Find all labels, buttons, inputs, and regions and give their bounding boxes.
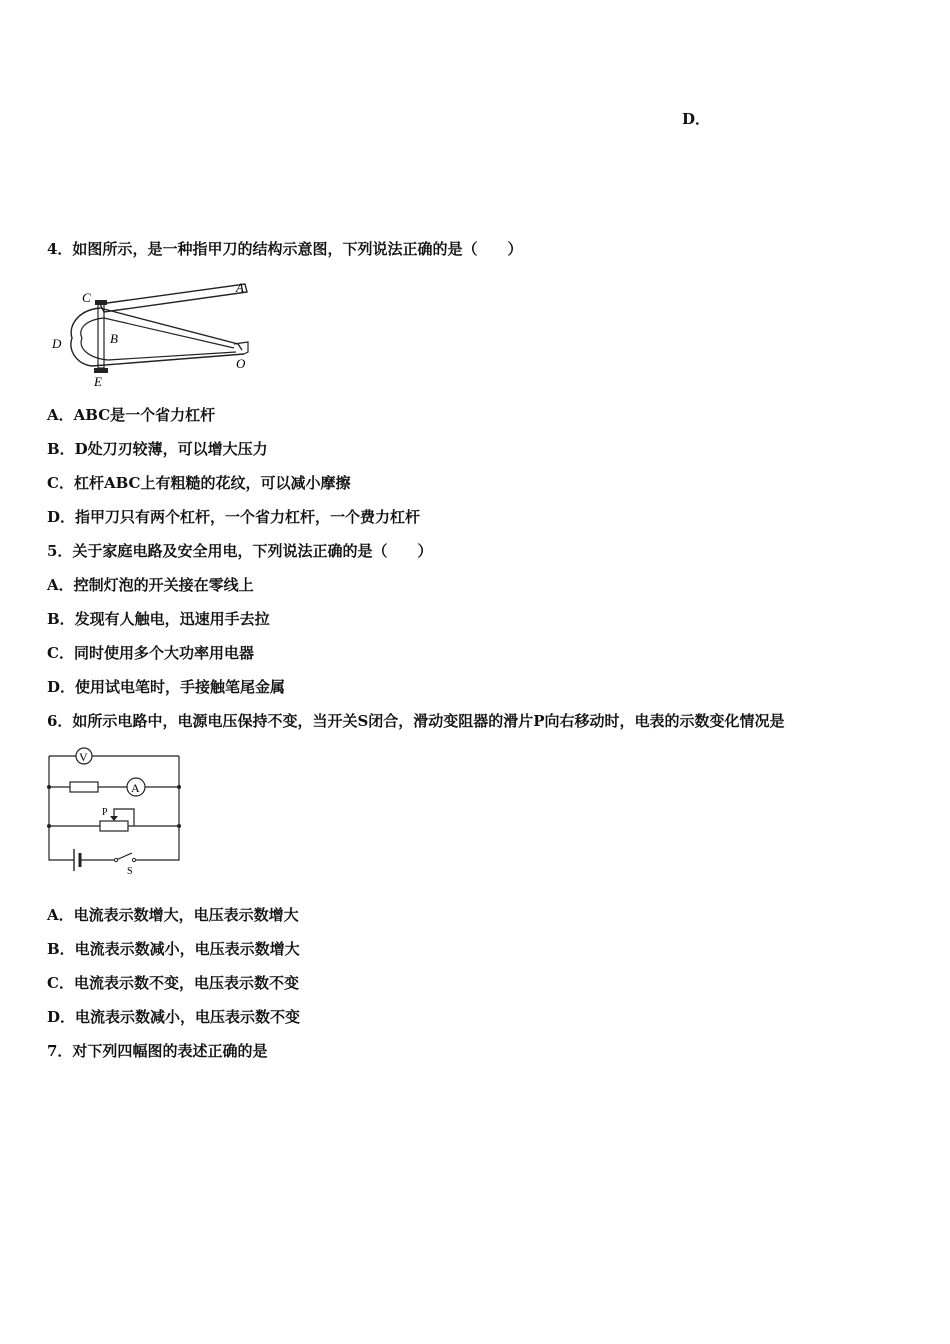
q6-option-b: B．电流表示数减小，电压表示数增大: [47, 940, 300, 958]
label-b: B: [110, 331, 118, 346]
label-o: O: [236, 356, 246, 371]
previous-question-option-d: D．: [682, 110, 711, 128]
label-c: C: [82, 290, 91, 305]
label-d: D: [52, 336, 62, 351]
q6-option-a: A．电流表示数增大，电压表示数增大: [47, 906, 299, 924]
q4-option-d: D．指甲刀只有两个杠杆，一个省力杠杆，一个费力杠杆: [47, 508, 421, 526]
q5-option-a: A．控制灯泡的开关接在零线上: [47, 576, 254, 594]
circuit-diagram: [44, 743, 184, 878]
q5-stem: 5．关于家庭电路及安全用电，下列说法正确的是（ ）: [47, 542, 433, 560]
label-e: E: [94, 374, 102, 389]
q4-option-b: B．D处刀刃较薄，可以增大压力: [47, 440, 268, 458]
ammeter-label: A: [131, 781, 140, 795]
q4-option-c: C．杠杆ABC上有粗糙的花纹，可以减小摩擦: [47, 474, 351, 492]
q6-stem: 6．如所示电路中，电源电压保持不变，当开关S闭合，滑动变阻器的滑片P向右移动时，电表的示数变化情况是: [47, 712, 785, 730]
q5-option-c: C．同时使用多个大功率用电器: [47, 644, 254, 662]
q6-option-d: D．电流表示数减小，电压表示数不变: [47, 1008, 301, 1026]
slider-label: P: [102, 807, 108, 818]
q7-stem: 7．对下列四幅图的表述正确的是: [47, 1042, 268, 1060]
q5-option-d: D．使用试电笔时，手接触笔尾金属: [47, 678, 286, 696]
nail-clipper-diagram: [48, 278, 258, 393]
q4-option-a: A．ABC是一个省力杠杆: [47, 406, 216, 424]
q6-option-c: C．电流表示数不变，电压表示数不变: [47, 974, 299, 992]
switch-label: S: [127, 866, 133, 877]
label-a: A: [236, 280, 244, 295]
voltmeter-label: V: [79, 750, 88, 764]
q5-option-b: B．发现有人触电，迅速用手去拉: [47, 610, 270, 628]
q4-stem: 4．如图所示，是一种指甲刀的结构示意图，下列说法正确的是（ ）: [47, 240, 523, 258]
